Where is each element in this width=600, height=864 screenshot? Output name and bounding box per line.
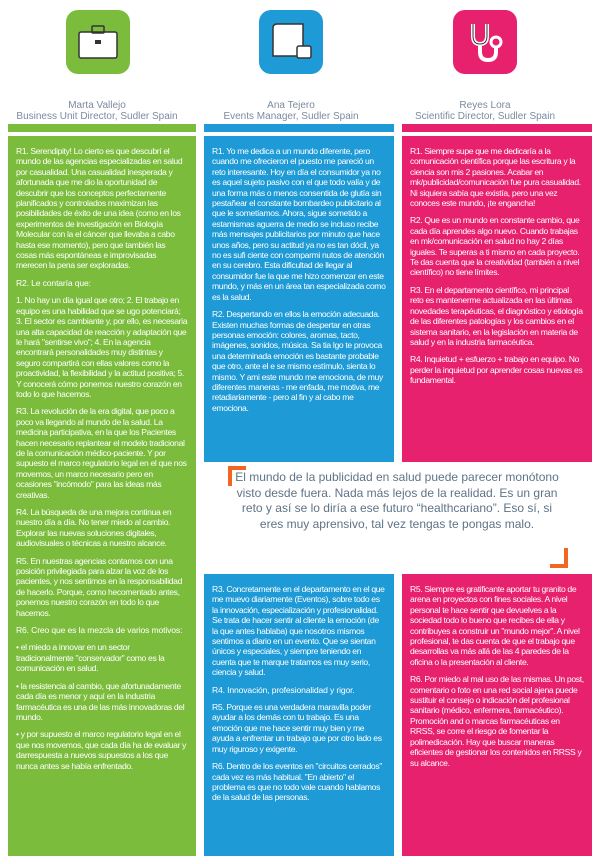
answer-r4: R4. Inquietud + esfuerzo + trabajo en equipo. No perder la inquietud por aprender cosas nuevas es fundamental. [410, 354, 583, 386]
answer-r6-bullet-1: • el miedo a innovar en un sector tradicionalmente "conservador" como es la comunicación en salud. [16, 642, 165, 674]
answer-r2-intro: R2. Le contaría que: [16, 277, 91, 288]
answer-r6-intro: R6. Creo que es la mezcla de varios motivos: [16, 625, 183, 636]
answer-r4: R4. La búsqueda de una mejora continua en nuestro día a día. No tener miedo al cambio. Explorar las nuevas soluciones digitales, audiovisuales o técnicas a nuestro alcance. [16, 507, 172, 549]
calendar-icon [259, 10, 323, 74]
answer-r6-bullet-2: • la resistencia al cambio, que afortunadamente cada día es menor y aquí en la industria farmacéutica es una de las más innovadoras del mundo. [16, 680, 185, 722]
calendar-icon-tile [259, 10, 323, 74]
answer-r2-list: 1. No hay un día igual que otro; 2. El trabajo en equipo es una habilidad que se ugo potenciará; 3. El sector es cambiante y, por ello, es necesaria una alta capacidad de reacción y adaptación que le hará "sentirse vivo"; 4. En la agencia encontrará personalidades muy distintas y seguro compartirá con ellas valores como la proactividad, la flexibilidad y la actitud positiva; 5. Y conocerá cómo ponemos nuestro corazón en todo lo que hacemos. [16, 295, 188, 399]
pull-quote: El mundo de la publicidad en salud puede parecer monótono visto desde fuera. Nada más lejos de la realidad. Es un gran reto y así se lo diría a ese futuro “healthcariano”. Eso sí, si eres muy aprensivo, tal vez tengas te pongas malo. [235, 470, 559, 531]
answer-r6-bullet-3: • y por supuesto el marco regulatorio legal en el que nos movemos, que cada día ha de evaluar y darrespuesta a nuevos supuestos a los que nunca antes se había enfrentado. [16, 729, 187, 771]
role-text: Business Unit Director, Sudler Spain [16, 111, 178, 122]
answer-r5: R5. En nuestras agencias contamos con una posición privilegiada para alzar la voz de los pacientes, y nos sentimos en la responsabilidad de hacerlo. Porque, como hecomentado antes, ponemos nuestro corazón en todo lo que hacemos. [16, 555, 183, 618]
blue-accent-bar [204, 124, 394, 132]
answer-r6: R6. Por miedo al mal uso de las mismas. Un post, comentario o foto en una red social ajena puede sustituir el consejo o indicación del profesional sanitario (médico, enfermera, farmacéutico). Promoción and o marcas farmacéuticas en RRSS, se corre el riesgo de fomentar la polimedicación. Hay que buscar maneras eficientes de gestionar los contenidos en RRSS y su alcance. [410, 674, 584, 768]
answer-r4: R4. Innovación, profesionalidad y rigor. [212, 684, 355, 695]
answer-r3: R3. En el departamento científico, mi principal reto es mantenerme actualizada en las últimas novedades terapéuticas, el diagnóstico y etiología de las diferentes patologías y los cambios en el sistema sanitario, en la legislación en materia de salud y en la industria farmacéutica. [410, 284, 583, 347]
column-ana-bottom [204, 574, 394, 856]
green-accent-bar [8, 124, 196, 132]
answer-r5: R5. Siempre es gratificante aportar tu granito de arena en proyectos con fines sociales. A nivel personal te hace sentir que devuelves a la sociedad todo lo bueno que recibes de ella y contribuyes a construir un "mundo mejor". A nivel profesional, te das cuenta de que el trabajo que desarrollas va más allá de las 4 paredes de la oficina o la presentación al cliente. [410, 584, 580, 667]
column-marta [8, 136, 196, 856]
answer-r6: R6. Dentro de los eventos en "circuitos cerrados" cada vez es más habitual. "En abierto" el problema es que no todo vale cuando hablamos de la salud de las personas. [212, 761, 382, 803]
column-reyes-top [402, 136, 592, 462]
answer-r1: R1. Siempre supe que me dedicaría a la comunicación científica porque las escritura y la ciencia son mis 2 pasiones. Acabar en mk/publicidad/comunicación fue pura casualidad. Ni siquiera sabía que existía, pero una vez conoces este mundo, ¡te engancha! [410, 146, 581, 209]
name-text: Marta Vallejo [68, 100, 126, 111]
answer-r5: R5. Porque es una verdadera maravilla poder ayudar a los demás con tu trabajo. Es una emoción que me hace sentir muy bien y me ayuda a enfrentar un trabajo que por otro lado es muy riguroso y exigente. [212, 702, 382, 754]
briefcase-icon-tile [66, 10, 130, 74]
role-text: Events Manager, Sudler Spain [223, 111, 359, 122]
answer-r1: R1. Yo me dedica a un mundo diferente, pero cuando me ofrecieron el puesto me pareció un reto interesante. Hoy en día el consumidor ya no es aquel sujeto pasivo con el que todo valía y de una forma más o menos consentida de glutía sin pestañear el constante bombardeo publicitario al que le sometíamos. Ahora, sigue sometido a estamismas aguerra de medio se incluso recibe más mensajes publicitarios por minuto que hace unos años, pero su actitud ya no es tan dócil, ya no es sufi ciente con comparmi nutos de atención en su cerebro. Esta dificultad de llegar al consumidor fue la que me hizo comenzar en este mundo, y más en un área tan especializada como es la salud. [212, 146, 386, 302]
pink-accent-bar [402, 124, 592, 132]
quote-bracket-close [548, 546, 568, 568]
person-name-ana [196, 100, 386, 122]
answer-r2: R2. Que es un mundo en constante cambio, que cada día aprendes algo nuevo. Cuando trabajas en mk/comunicación en salud no hay 2 días iguales. Te superas a ti mismo en cada proyecto. Te das cuenta que la creatividad (también a nivel científico) no tiene límites. [410, 215, 580, 278]
answer-r1: R1. Serendipity! Lo cierto es que descubrí el mundo de las agencias especializadas en salud por casualidad. Una casualidad inesperada y afortunada que me dio la oportunidad de descubrir que los conceptos perfectamente planificados y controlados maximizan las posibilidades de éxito de una idea (como en los experimentos de investigación en Biología Molecular con la el cáncer que llevaba a cabo hasta ese momento), pero que también las cosas más espontáneas e improvisadas merecen la pena ser exploradas. [16, 146, 183, 271]
person-name-reyes [390, 100, 580, 122]
name-text: Ana Tejero [267, 100, 315, 111]
column-reyes-bottom [402, 574, 592, 856]
column-ana-top [204, 136, 394, 462]
stethoscope-icon-tile [453, 10, 517, 74]
person-name-marta [2, 100, 192, 122]
briefcase-icon [66, 10, 130, 74]
role-text: Scientific Director, Sudler Spain [414, 111, 556, 122]
answer-r3: R3. Concretamente en el departamento en el que me muevo diariamente (Eventos), sobre todo es la innovación, especialización y profesionalidad. Se trata de hacer sentir al cliente la emoción (de la que antes hablaba) que nosotros mismos sentimos a diario en un evento. Que se sientan únicos y especiales, y siempre teniendo en cuenta que te marque tratamos es muy serio, ciencia y salud. [212, 584, 385, 678]
name-text: Reyes Lora [459, 100, 511, 111]
answer-r2: R2. Despertando en ellos la emoción adecuada. Existen muchas formas de despertar en otras personas emoción: colores, aromas, tacto, imágenes, sonidos, música. Sa tia lgo te provoca una determinada emoción es bastante probable que otro, ante el e se mismo estímulo, sienta lo mismo. Y ami este mundo me emociona, de muy diferentes maneras - me enfada, me motiva, me retadiariamente - pero al fin y al cabo me emociona. [212, 309, 383, 413]
stethoscope-icon [453, 10, 517, 74]
answer-r3: R3. La revolución de la era digital, que poco a poco va llegando al mundo de la salud. La medicina participativa, en la que los Pacientes hacen necesario replantear el modelo tradicional de la comunicación médico-paciente. Y por supuesto el marco regulatorio legal en el que nos movemos, un marco necesario pero en ocasiones "incómodo" para las ideas más creativas. [16, 406, 187, 500]
